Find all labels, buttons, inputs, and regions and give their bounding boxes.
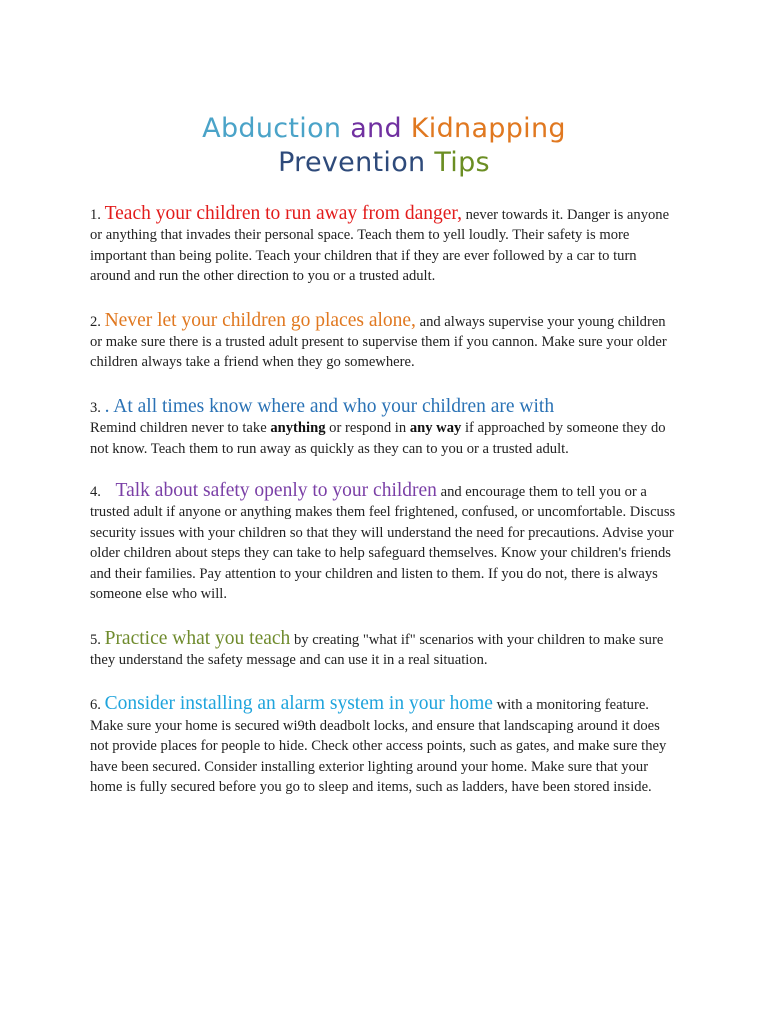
tip-text: and always supervise your young children or make sure there is a trusted adult present to supervise them if you cannon. Make sure your older children always take a friend when they go somewhere. xyxy=(90,313,667,371)
tip-heading: Talk about safety openly to your children xyxy=(115,480,437,502)
tip-heading: . At all times know where and who your children are with xyxy=(104,395,555,417)
tip-heading: Never let your children go places alone, xyxy=(104,309,416,331)
title-word-prevention: Prevention xyxy=(278,147,426,178)
tip-text: if approached by someone they do not know. Teach them to run away as quickly as they can to you or a trusted adult. xyxy=(90,420,666,457)
tip-3 xyxy=(90,397,680,459)
tip-heading: Teach your children to run away from danger xyxy=(104,203,458,224)
tip-number: 4. xyxy=(90,484,116,501)
tip-2 xyxy=(90,311,680,373)
tip-number: 1. xyxy=(90,207,105,223)
tip-heading: Consider installing an alarm system in your home xyxy=(104,693,493,715)
tip-text: by creating "what if" scenarios with your children to make sure they understand the safety message and can use it in a real situation. xyxy=(90,631,664,668)
page-title xyxy=(0,112,768,180)
tip-number: 3. xyxy=(90,399,105,416)
tip-text: and encourage them to tell you or a trusted adult if anyone or anything makes them feel frightened, confused, or uncomfortable. Discuss security issues with your children so that they will understand the need for precautions. Advise your older children about steps they can take to help safeguard themselves. Know your children's friends and their families. Pay attention to your children and listen to them. If you do not, there is always someone else who will. xyxy=(90,484,676,603)
tip-heading: Practice what you teach xyxy=(104,627,291,649)
tip-text: or respond in xyxy=(325,420,410,437)
title-line-2 xyxy=(0,146,768,180)
title-line-1 xyxy=(0,112,768,146)
tip-bold-any-way: any way xyxy=(409,420,462,437)
tip-5 xyxy=(90,629,680,671)
title-word-abduction: Abduction xyxy=(202,113,342,144)
tips-list xyxy=(90,204,680,821)
title-word-and: and xyxy=(350,113,402,144)
tip-1 xyxy=(90,204,680,287)
tip-number: 2. xyxy=(90,313,105,330)
tip-heading-comma: , xyxy=(457,203,462,224)
title-word-kidnapping: Kidnapping xyxy=(410,113,566,144)
tip-number: 6. xyxy=(90,697,105,714)
tip-text: Remind children never to take xyxy=(90,420,271,437)
tip-6 xyxy=(90,694,680,797)
tip-number: 5. xyxy=(90,631,105,648)
tip-text: with a monitoring feature. Make sure your home is secured wi9th deadbolt locks, and ensure that landscaping around it does not provide places for people to hide. Check other access points, such as gates, and make sure they have been secured. Consider installing exterior lighting around your home. Make sure that your home is fully secured before you go to sleep and items, such as ladders, have been stored inside. xyxy=(90,697,667,795)
title-word-tips: Tips xyxy=(434,147,490,178)
tip-text: never towards it. Danger is anyone or anything that invades their personal space. Teach them to yell loudly. Their safety is more important than being polite. Teach your children that if they are ever followed by a car to turn around and run the other direction to you or a trusted adult. xyxy=(90,207,670,285)
tip-4 xyxy=(90,481,680,604)
tip-bold-anything: anything xyxy=(270,420,326,437)
